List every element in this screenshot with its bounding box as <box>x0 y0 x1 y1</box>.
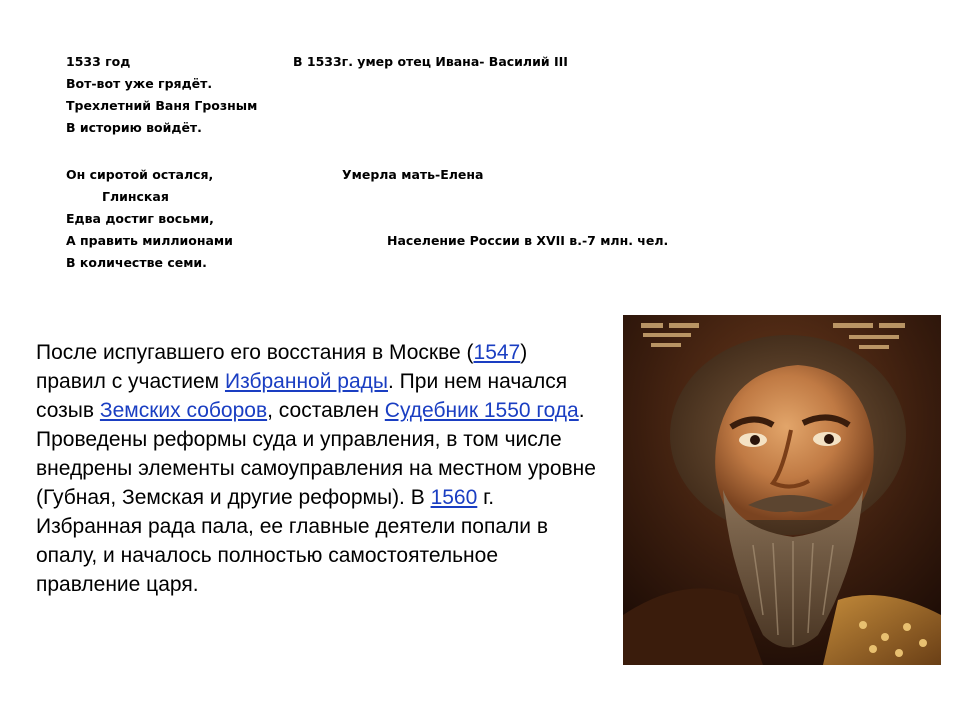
link-1547[interactable]: 1547 <box>473 341 521 364</box>
paragraph-text: . При нем начался созыв <box>36 370 568 422</box>
poem-line: В историю войдёт. <box>66 120 202 135</box>
portrait-illustration <box>623 315 941 665</box>
paragraph-text: После испугавшего его восстания в Москве ( <box>36 341 474 364</box>
tsar-portrait-image <box>623 315 941 665</box>
poem-row <box>66 252 886 274</box>
paragraph-text: ) правил с участием <box>36 341 528 393</box>
poem-line: Едва достиг восьми, <box>66 211 214 226</box>
poem-row <box>66 208 886 230</box>
poem-note: Умерла мать-Елена <box>342 167 484 182</box>
poem-row <box>66 164 886 186</box>
poem-line: 1533 год <box>66 54 131 69</box>
poem-line: А править миллионами <box>66 233 233 248</box>
poem-line: В количестве семи. <box>66 255 207 270</box>
link-izbrannaya-rada[interactable]: Избранной рады <box>224 370 388 393</box>
poem-row <box>66 186 886 208</box>
poem-row <box>66 95 886 117</box>
link-1560[interactable]: 1560 <box>430 486 478 509</box>
poem-row <box>66 51 886 73</box>
poem-row <box>66 117 886 139</box>
poem-line: Он сиротой остался, <box>66 167 214 182</box>
link-sudebnik-1550[interactable]: Судебник 1550 года <box>384 399 579 422</box>
poem-note: Население России в XVII в.-7 млн. чел. <box>387 233 669 248</box>
paragraph-text: , составлен <box>267 399 385 422</box>
poem-row <box>66 73 886 95</box>
paragraph-text: . Проведены реформы суда и управления, в том числе внедрены элементы самоуправления на местном уровне (Губная, Земская и другие реформы). В <box>36 399 596 509</box>
poem-note: Глинская <box>102 189 169 204</box>
poem-row <box>66 230 886 252</box>
poem-note: В 1533г. умер отец Ивана- Василий III <box>293 54 568 69</box>
poem-line: Трехлетний Ваня Грозным <box>66 98 258 113</box>
poem-line: Вот-вот уже грядёт. <box>66 76 213 91</box>
link-zemskie-sobory[interactable]: Земских соборов <box>99 399 268 422</box>
history-paragraph <box>36 338 596 599</box>
paragraph-text: г. Избранная рада пала, ее главные деятели попали в опалу, и началось полностью самостоятельное правление царя. <box>36 486 548 596</box>
poem-block <box>66 51 886 274</box>
